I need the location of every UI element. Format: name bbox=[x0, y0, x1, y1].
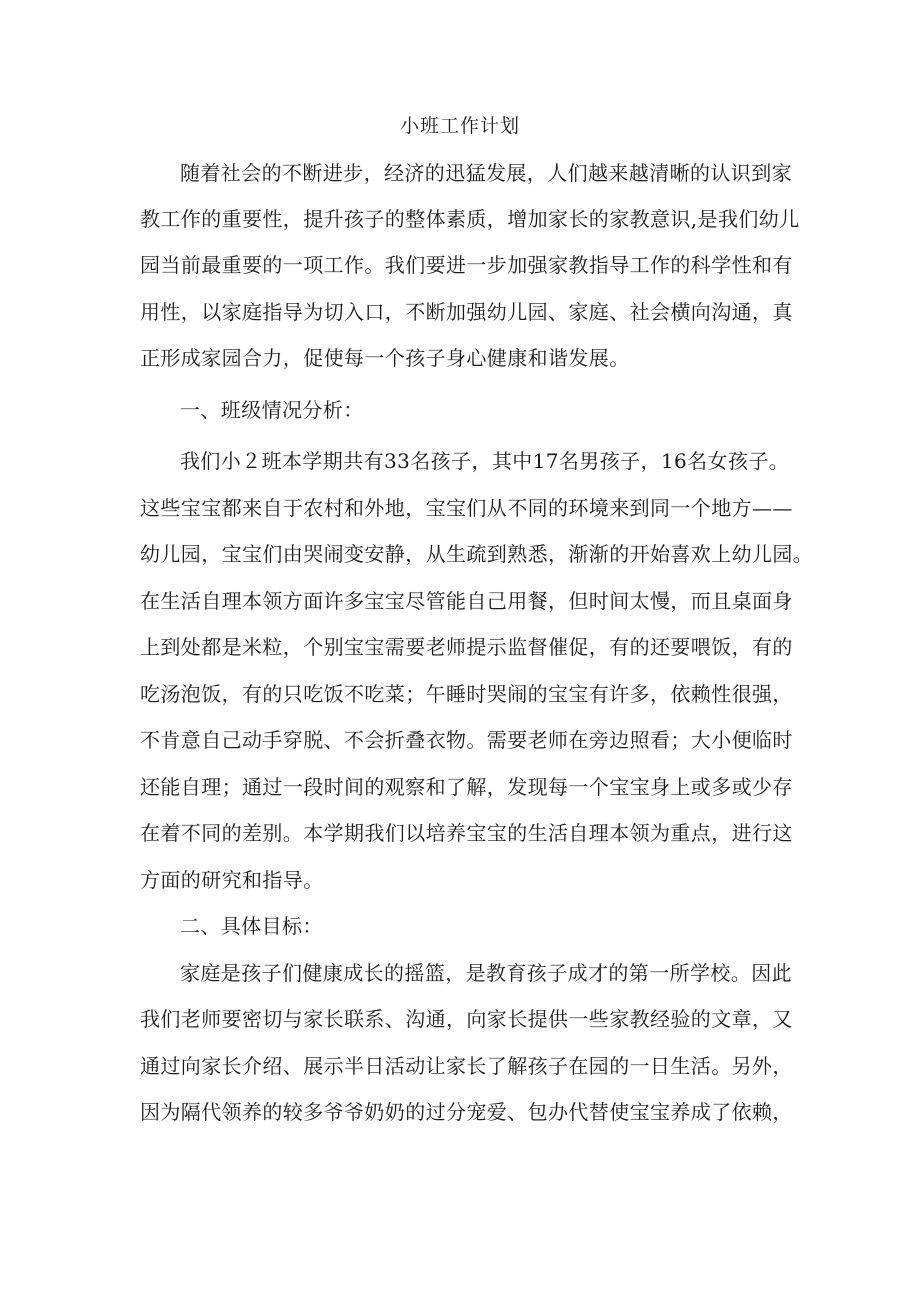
section-heading: 一、班级情况分析： bbox=[180, 398, 364, 422]
text-line: 通过向家长介绍、展示半日活动让家长了解孩子在园的一日生活。另外， bbox=[140, 1054, 793, 1078]
text-line: 因为隔代领养的较多爷爷奶奶的过分宠爱、包办代替使宝宝养成了依赖， bbox=[140, 1100, 793, 1124]
text-line: 园当前最重要的一项工作。我们要进一步加强家教指导工作的科学性和有 bbox=[140, 253, 793, 277]
text-line: 还能自理；通过一段时间的观察和了解，发现每一个宝宝身上或多或少存 bbox=[140, 775, 793, 799]
text-line: 教工作的重要性，提升孩子的整体素质，增加家长的家教意识,是我们幼儿 bbox=[140, 207, 800, 231]
section-heading: 二、具体目标： bbox=[180, 914, 323, 938]
document-title: 小班工作计划 bbox=[399, 115, 520, 137]
text-line: 不肯意自己动手穿脱、不会折叠衣物。需要老师在旁边照看；大小便临时 bbox=[140, 728, 793, 752]
text-line: 我们小２班本学期共有33名孩子，其中17名男孩子，16名女孩子。 bbox=[180, 449, 790, 473]
text-line: 正形成家园合力，促使每一个孩子身心健康和谐发展。 bbox=[140, 346, 630, 370]
text-line: 随着社会的不断进步，经济的迅猛发展，人们越来越清晰的认识到家 bbox=[180, 161, 792, 185]
text-line: 家庭是孩子们健康成长的摇篮，是教育孩子成才的第一所学校。因此 bbox=[180, 961, 792, 985]
text-line: 这些宝宝都来自于农村和外地，宝宝们从不同的环境来到同一个地方—— bbox=[140, 496, 793, 520]
text-line: 幼儿园，宝宝们由哭闹变安静，从生疏到熟悉，渐渐的开始喜欢上幼儿园。 bbox=[140, 542, 814, 566]
text-line: 上到处都是米粒，个别宝宝需要老师提示监督催促，有的还要喂饭，有的 bbox=[140, 635, 793, 659]
text-line: 我们老师要密切与家长联系、沟通，向家长提供一些家教经验的文章，又 bbox=[140, 1007, 793, 1031]
text-line: 在着不同的差别。本学期我们以培养宝宝的生活自理本领为重点，进行这 bbox=[140, 821, 793, 845]
text-line: 方面的研究和指导。 bbox=[140, 868, 324, 892]
text-line: 用性，以家庭指导为切入口，不断加强幼儿园、家庭、社会横向沟通，真 bbox=[140, 300, 793, 324]
text-line: 吃汤泡饭，有的只吃饭不吃菜；午睡时哭闹的宝宝有许多，依赖性很强， bbox=[140, 682, 793, 706]
text-line: 在生活自理本领方面许多宝宝尽管能自己用餐，但时间太慢，而且桌面身 bbox=[140, 589, 793, 613]
